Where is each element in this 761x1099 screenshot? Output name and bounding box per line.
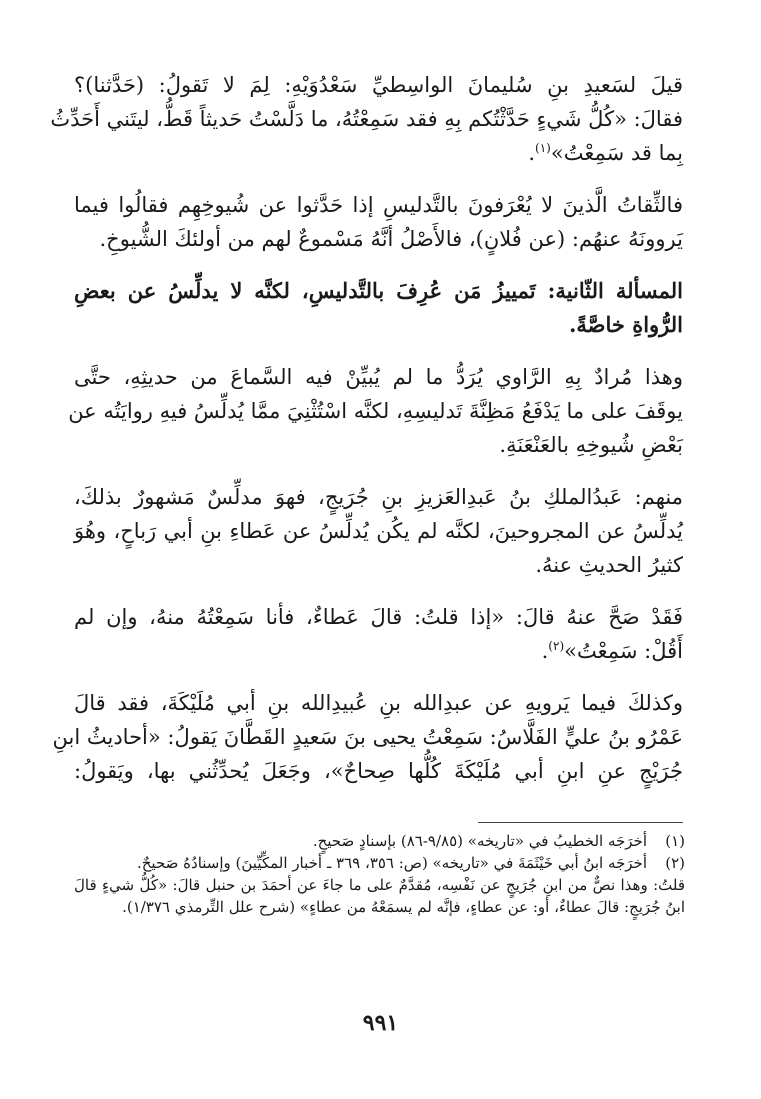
text-line: منهم: عَبدُالملكِ بنُ عَبدِالعَزيزِ بنِ جُرَيجٍ، فهوَ مدلِّسٌ مَشهورٌ بذلكَ، [74, 485, 683, 509]
text-line: فَقَدْ صَحَّ عنهُ قالَ: «إذا قلتُ: قالَ عَطاءٌ، فأنا سَمِعْتُهُ منهُ، وإن لم [74, 605, 683, 629]
text-line: الرُّواةِ خاصَّةً. [569, 312, 683, 337]
text-line: يوقَفَ على ما يَدْفَعُ مَظِنَّةَ تَدليسِهِ، لكنَّه اسْتُثْنِيَ ممَّا يُدلِّسُ فيهِ روايَتُه عن [68, 399, 683, 423]
paragraph-4 [68, 360, 683, 462]
text-line: بِما قد سَمِعْتُ»$^{(١)}$. [528, 141, 683, 165]
text-line: جُرَيْجٍ عنِ ابنِ أبي مُلَيْكَةَ كُلُّها صِحاحٌ»، وجَعَلَ يُحدِّثُني بها، ويَقولُ: [74, 759, 683, 783]
text-line: يُدلِّسُ عن المجروحينَ، لكنَّه لم يكُن يُدلِّسُ عن عَطاءِ بنِ أبي رَباحٍ، وهُوَ [74, 519, 683, 543]
text-line: وكذلكَ فيما يَرويهِ عن عبدِالله بنِ عُبيدِالله بنِ أبي مُلَيْكَةَ، فقد قالَ [74, 691, 683, 715]
paragraph-7 [52, 686, 683, 788]
footnote-ref[interactable]: (٢) [548, 639, 565, 653]
text-line: فالثِّقاتُ الَّذينَ لا يُعْرَفونَ بالتَّدليسِ إذا حَدَّثوا عن شُيوخِهِم فقالُوا فيما [74, 193, 683, 217]
text-fragment: أَقُلْ: سَمِعْتُ» [564, 639, 683, 663]
section-heading [74, 274, 683, 342]
footnote-number: (٢) [665, 854, 685, 872]
text-line: وهذا مُرادٌ بِهِ الرَّاوي يُرَدُّ ما لم يُبيِّنْ فيه السَّماعَ من حديثِهِ، حتَّى [74, 365, 683, 389]
paragraph-2 [74, 188, 683, 256]
text-line: بَعْضِ شُيوخِهِ بالعَنْعَنَةِ. [499, 433, 683, 457]
footnote-divider [478, 822, 683, 823]
footnote-number: (١) [665, 832, 685, 850]
page-number: ٩٩١ [362, 1010, 399, 1036]
footnotes [74, 830, 685, 918]
text-line: أَقُلْ: سَمِعْتُ»$^{(٢)}$. [541, 639, 683, 663]
footnote-1 [74, 830, 685, 852]
text-fragment: بِما قد سَمِعْتُ» [550, 141, 683, 165]
text-line: يَروونَهُ عنهُم: (عن فُلانٍ)، فالأَصْلُ أنَّهُ مَسْموعٌ لهم من أولئكَ الشُّيوخِ. [99, 227, 683, 251]
text-line: كثيرُ الحديثِ عنهُ. [535, 553, 683, 577]
text-line: قيلَ لسَعيدِ بنِ سُليمانَ الواسِطيِّ سَعْدُوَيْهِ: لِمَ لا تَقولُ: (حَدَّثنا)؟ [74, 73, 683, 97]
footnote-2 [74, 852, 685, 874]
footnote-continuation: قلتُ: وهذا نصٌّ من ابنِ جُرَيجٍ عن نَفْسِه، مُقدَّمٌ على ما جاءَ عن أحمَدَ بن حنبل قالَ: «كُلُّ شيءٍ قالَ ابنُ جُرَيجٍ: قالَ عطاءٌ، أو: عن عطاءٍ، فإنَّه لم يسمَعْهُ من عطاءٍ» (شرح علل التِّرمذي ١/٣٧٦). [74, 876, 685, 916]
paragraph-1 [50, 68, 683, 170]
footnote-text: أخرَجَه ابنُ أبي خَيْثَمَةَ في «تاريخه» (ص: ٣٥٦، ٣٦٩ ـ أخبار المكِّيِّينَ) وإسنادُهُ صَحيحٌ. [136, 854, 647, 872]
text-line: المسألة الثّانية: تَمييزُ مَن عُرِفَ بالتَّدليسِ، لكنَّه لا يدلِّسُ عن بعضِ [74, 278, 683, 303]
text-line: عَمْرُو بنُ عليٍّ الفَلَّاسُ: سَمِعْتُ يحيى بنَ سَعيدٍ القَطَّانَ يَقولُ: «أحاديثُ ابنِ [52, 725, 683, 749]
footnote-ref[interactable]: (١) [535, 141, 551, 155]
text-line: فقالَ: «كُلُّ شَيءٍ حَدَّثْتُكم بِهِ فقد سَمِعْتُهُ، ما دَلَّسْتُ حَديثاً قَطُّ، ليتَني أَحَدِّثُ [50, 107, 683, 131]
paragraph-6 [74, 600, 683, 668]
paragraph-5 [74, 480, 683, 582]
footnote-text: أخرَجَه الخطيبُ في «تاريخه» (٩/٨٥-٨٦) بإسنادٍ صَحيحٍ. [312, 832, 647, 850]
